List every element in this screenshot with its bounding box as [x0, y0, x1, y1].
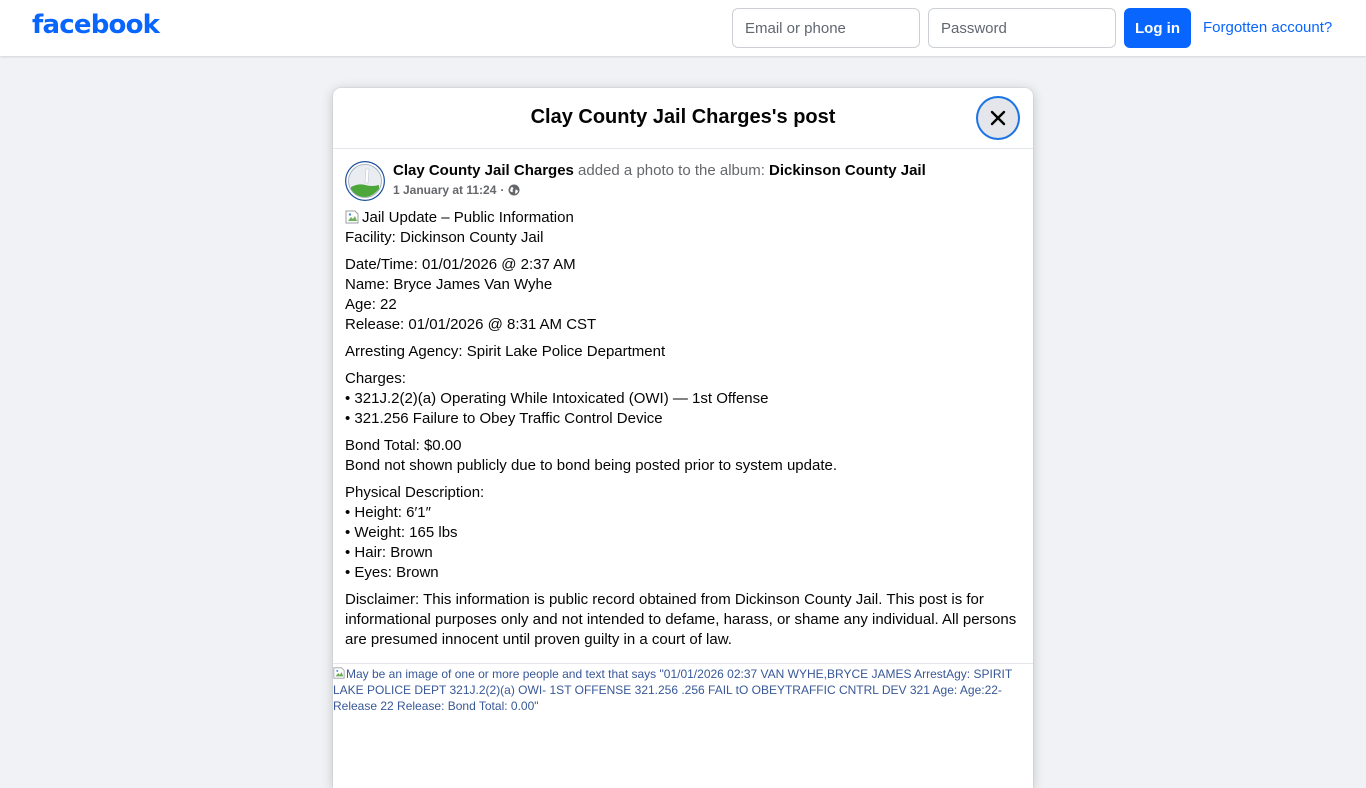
post-line: Facility: Dickinson County Jail — [345, 229, 544, 246]
post-line: Physical Description: — [345, 484, 485, 501]
post-timestamp[interactable]: 1 January at 11:24 — [393, 183, 497, 197]
post-line: • Eyes: Brown — [345, 564, 439, 581]
broken-image-icon — [333, 667, 345, 679]
broken-image-icon — [345, 210, 359, 224]
post-line: Age: 22 — [345, 296, 397, 313]
post-line: Name: Bryce James Van Wyhe — [345, 276, 553, 293]
post-photo[interactable] — [333, 663, 1033, 788]
post-line: Disclaimer: This information is public record obtained from Dickinson County Jail. This post is for informational purposes only and not intended to defame, harass, or shame any individual. All persons are presumed innocent until proven guilty in a court of law. — [345, 591, 1017, 648]
post-title — [393, 162, 926, 179]
avatar-image — [345, 161, 385, 201]
password-field[interactable] — [928, 8, 1116, 48]
paragraph-details — [345, 255, 1021, 335]
avatar[interactable] — [345, 161, 385, 201]
paragraph-charges — [345, 369, 1021, 429]
paragraph-bond — [345, 436, 1021, 476]
post-line: Bond Total: $0.00 — [345, 437, 462, 454]
post-line: Bond not shown publicly due to bond being posted prior to system update. — [345, 457, 837, 474]
photo-alt-text — [333, 666, 1025, 714]
post-line: • Height: 6′1″ — [345, 504, 431, 521]
author-link[interactable]: Clay County Jail Charges — [393, 162, 574, 179]
post-line: Arresting Agency: Spirit Lake Police Department — [345, 343, 666, 360]
meta-separator: · — [500, 183, 505, 197]
dialog-header — [333, 88, 1033, 149]
post-line: Charges: — [345, 370, 406, 387]
post-line: • Weight: 165 lbs — [345, 524, 458, 541]
post-meta — [393, 183, 520, 197]
close-button[interactable] — [978, 98, 1018, 138]
photo-alt-label: May be an image of one or more people and text that says "01/01/2026 02:37 VAN WYHE,BRYCE JAMES ArrestAgy: SPIRIT LAKE POLICE DEPT 321J.2(2)(a) OWI- 1ST OFFENSE 321.256 .256 FAIL tO OBEYTRAFFIC CNTRL DEV 321 Age: Age:22-Release 22 Release: Bond Total: 0.00" — [333, 667, 1012, 713]
email-field[interactable] — [732, 8, 920, 48]
paragraph-agency — [345, 342, 1021, 362]
post-line: • 321.256 Failure to Obey Traffic Control Device — [345, 410, 663, 427]
paragraph-disclaimer — [345, 590, 1021, 650]
album-link[interactable]: Dickinson County Jail — [769, 162, 926, 179]
post-line: Jail Update – Public Information — [362, 209, 574, 226]
post-dialog — [333, 88, 1033, 788]
post-line: Date/Time: 01/01/2026 @ 2:37 AM — [345, 256, 576, 273]
post-line: • 321J.2(2)(a) Operating While Intoxicated (OWI) — 1st Offense — [345, 390, 769, 407]
paragraph-facility — [345, 208, 1021, 248]
close-icon — [988, 108, 1008, 128]
login-button[interactable]: Log in — [1124, 8, 1191, 48]
post-line: Release: 01/01/2026 @ 8:31 AM CST — [345, 316, 597, 333]
post-line: • Hair: Brown — [345, 544, 433, 561]
forgotten-account-link[interactable]: Forgotten account? — [1203, 19, 1333, 36]
post-text — [345, 208, 1021, 657]
top-bar — [0, 0, 1366, 56]
post-action-text: added a photo to the album: — [573, 162, 770, 179]
dialog-title: Clay County Jail Charges's post — [530, 106, 836, 128]
paragraph-physical — [345, 483, 1021, 583]
globe-icon — [508, 184, 520, 196]
facebook-logo[interactable]: facebook — [32, 10, 160, 40]
